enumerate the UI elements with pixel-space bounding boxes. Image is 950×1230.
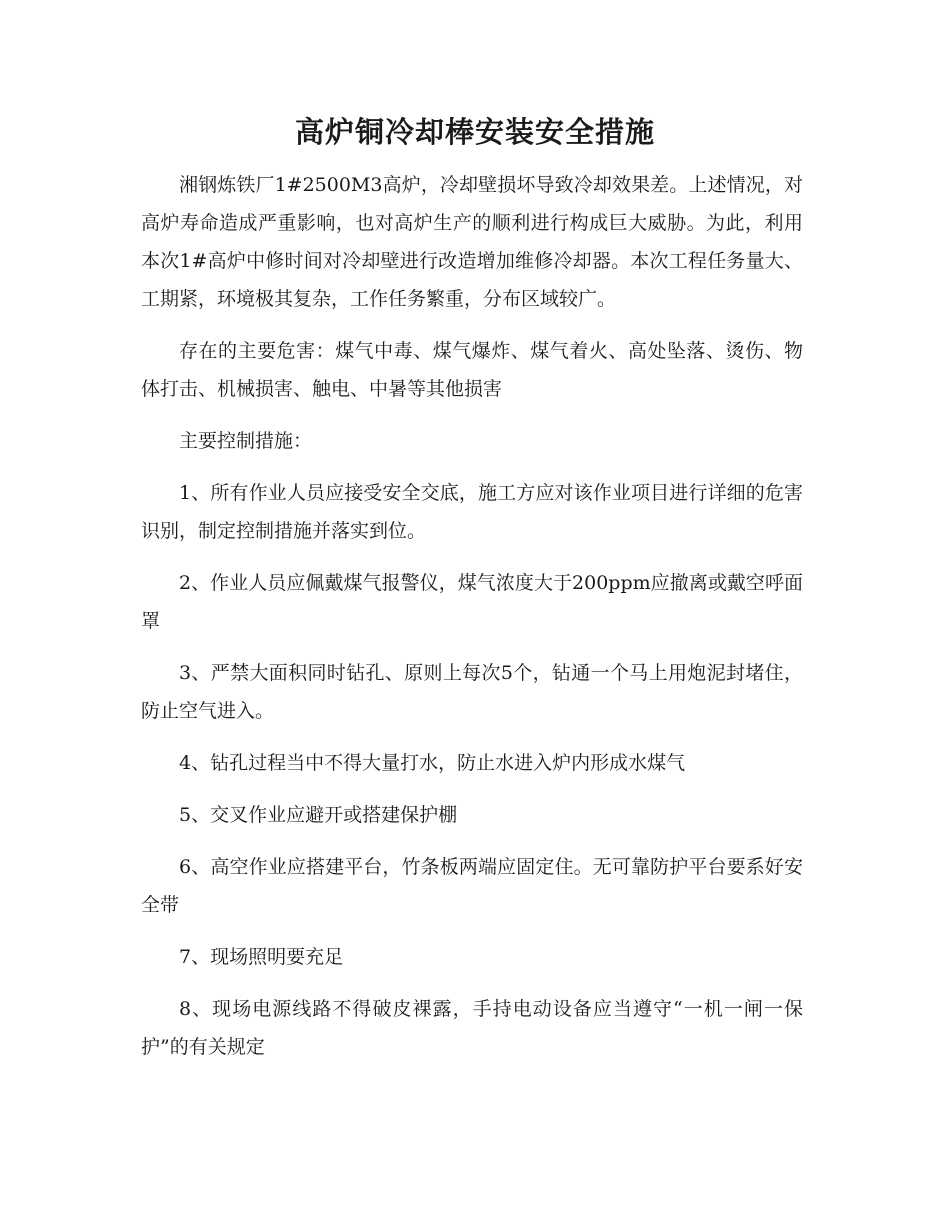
measure-item-8: 8、现场电源线路不得破皮裸露，手持电动设备应当遵守“一机一闸一保护”的有关规定 [141, 998, 803, 1058]
measures-heading: 主要控制措施： [179, 430, 313, 452]
measure-item-5: 5、交叉作业应避开或搭建保护棚 [179, 804, 458, 826]
measure-item-3: 3、严禁大面积同时钻孔、原则上每次5个，钻通一个马上用炮泥封堵住，防止空气进入。 [141, 662, 803, 722]
document-body [141, 166, 803, 1080]
measure-item-2: 2、作业人员应佩戴煤气报警仪，煤气浓度大于200ppm应撤离或戴空呼面罩 [141, 572, 803, 632]
measure-item-4: 4、钻孔过程当中不得大量打水，防止水进入炉内形成水煤气 [179, 752, 686, 774]
intro-paragraph: 湘钢炼铁厂1#2500M3高炉，冷却壁损坏导致冷却效果差。上述情况，对高炉寿命造成严重影响，也对高炉生产的顺利进行构成巨大威胁。为此，利用本次1#高炉中修时间对冷却壁进行改造增加维修冷却器。本次工程任务量大、工期紧，环境极其复杂，工作任务繁重，分布区域较广。 [141, 174, 803, 310]
measure-item-7: 7、现场照明要充足 [179, 946, 344, 968]
document-title: 高炉铜冷却棒安装安全措施 [294, 115, 655, 149]
measure-item-1: 1、所有作业人员应接受安全交底，施工方应对该作业项目进行详细的危害识别，制定控制措施并落实到位。 [141, 482, 803, 542]
hazards-paragraph: 存在的主要危害：煤气中毒、煤气爆炸、煤气着火、高处坠落、烫伤、物体打击、机械损害、触电、中暑等其他损害 [141, 340, 803, 400]
measure-item-6: 6、高空作业应搭建平台，竹条板两端应固定住。无可靠防护平台要系好安全带 [141, 856, 803, 916]
